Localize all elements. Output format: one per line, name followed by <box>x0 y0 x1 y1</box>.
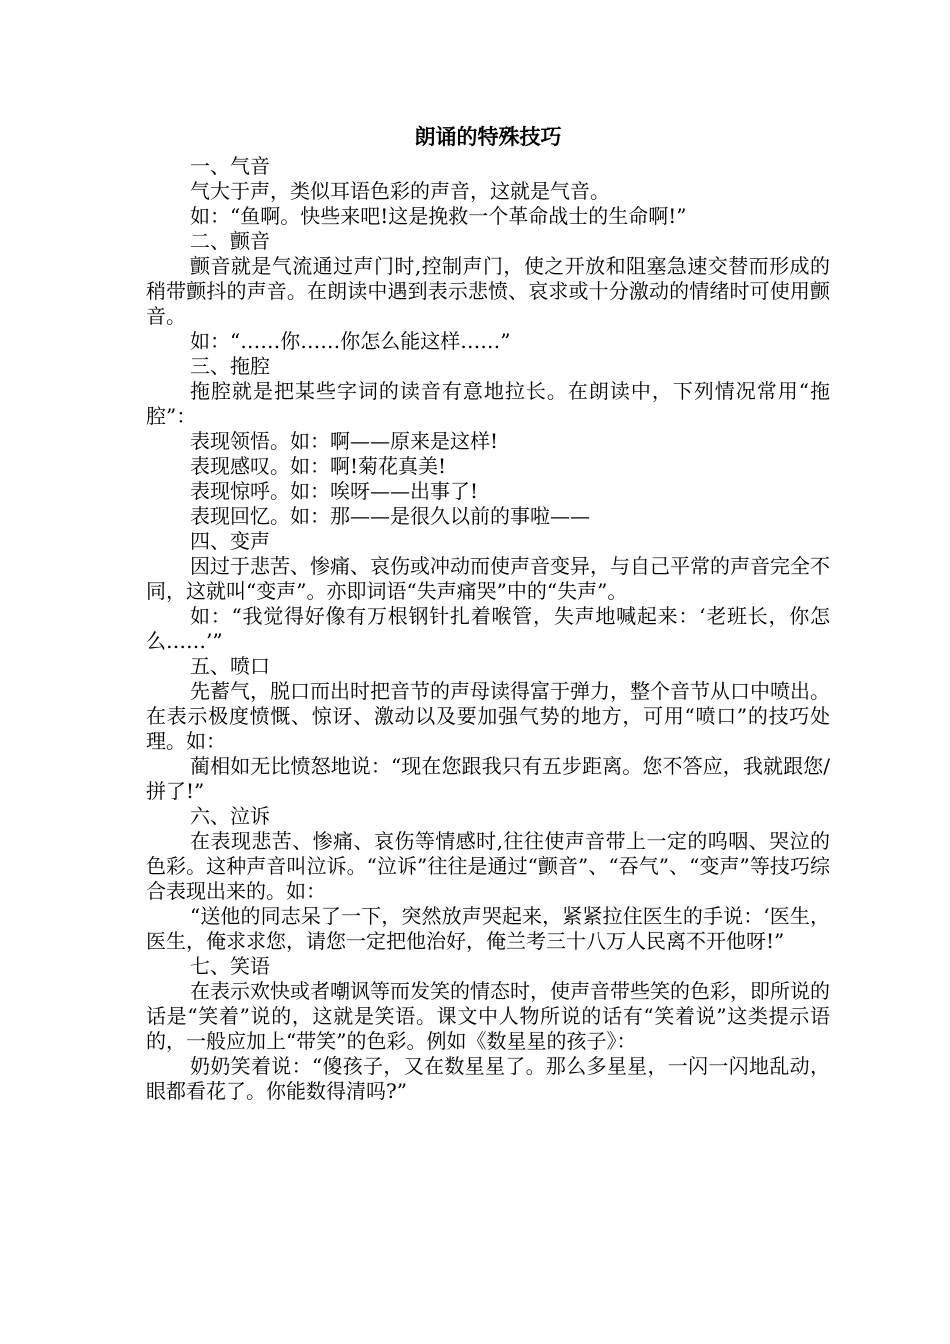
paragraph: 在表示欢快或者嘲讽等而发笑的情态时，使声音带些笑的色彩，即所说的话是“笑着”说的，这就是笑语。课文中人物所说的话有“笑着说”这类提示语的，一般应加上“带笑”的色彩。例如《数星星的孩子》： <box>146 979 830 1053</box>
document-title: 朗诵的特殊技巧 <box>414 125 562 149</box>
paragraph: 如：“……你……你怎么能这样……” <box>190 329 511 353</box>
paragraph: 因过于悲苦、惨痛、哀伤或冲动而使声音变异，与自己平常的声音完全不同，这就叫“变声”。亦即词语“失声痛哭”中的“失声”。 <box>146 554 830 603</box>
paragraph: 先蓄气，脱口而出时把音节的声母读得富于弹力，整个音节从口中喷出。在表示极度愤慨、惊讶、激动以及要加强气势的地方，可用“喷口”的技巧处理。如： <box>146 679 830 753</box>
paragraph: 表现感叹。如：啊!菊花真美! <box>190 454 447 478</box>
paragraph: 一、气音 <box>190 154 270 178</box>
paragraph: 表现领悟。如：啊——原来是这样! <box>190 429 499 453</box>
paragraph: 蔺相如无比愤怒地说：“现在您跟我只有五步距离。您不答应，我就跟您/拼了!” <box>146 754 830 803</box>
paragraph: 在表现悲苦、惨痛、哀伤等情感时,往往使声音带上一定的呜咽、哭泣的色彩。这种声音叫泣诉。“泣诉”往往是通过“颤音”、“吞气”、“变声”等技巧综合表现出来的。如： <box>146 829 830 903</box>
paragraph: 气大于声，类似耳语色彩的声音，这就是气音。 <box>190 179 610 203</box>
paragraph: 奶奶笑着说：“傻孩子，又在数星星了。那么多星星，一闪一闪地乱动，眼都看花了。你能数得清吗?” <box>146 1054 830 1103</box>
paragraph: 拖腔就是把某些字词的读音有意地拉长。在朗读中，下列情况常用“拖腔”： <box>146 379 830 428</box>
paragraph: 二、颤音 <box>190 229 270 253</box>
paragraph: 颤音就是气流通过声门时,控制声门，使之开放和阻塞急速交替而形成的稍带颤抖的声音。在朗读中遇到表示悲愤、哀求或十分激动的情绪时可使用颤音。 <box>146 254 830 328</box>
paragraph: 五、喷口 <box>190 654 270 678</box>
paragraph: 如：“我觉得好像有万根钢针扎着喉管，失声地喊起来：‘老班长，你怎么……’” <box>146 604 830 653</box>
paragraph: 六、泣诉 <box>190 804 270 828</box>
paragraph: “送他的同志呆了一下，突然放声哭起来，紧紧拉住医生的手说：‘医生，医生，俺求求您，请您一定把他治好，俺兰考三十八万人民离不开他呀!” <box>146 904 830 953</box>
document-body <box>146 154 830 1104</box>
paragraph: 表现回忆。如：那——是很久以前的事啦—— <box>190 504 590 528</box>
paragraph: 三、拖腔 <box>190 354 270 378</box>
document-page <box>146 122 830 1104</box>
paragraph: 如：“鱼啊。快些来吧!这是挽救一个革命战士的生命啊!” <box>190 204 687 228</box>
paragraph: 四、变声 <box>190 529 270 553</box>
paragraph: 表现惊呼。如：唉呀——出事了! <box>190 479 479 503</box>
paragraph: 七、笑语 <box>190 954 270 978</box>
